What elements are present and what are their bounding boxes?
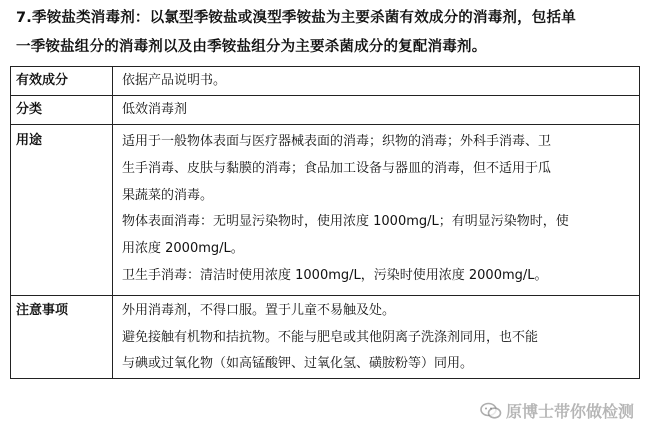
usage-line: 卫生手消毒：清洁时使用浓度 1000mg/L，污染时使用浓度 2000mg/L。 [122,267,548,283]
row-label: 注意事项 [11,295,113,378]
table-row-classification [11,96,640,125]
watermark [480,399,634,422]
table-row-usage [11,125,640,296]
heading-line-2: 一季铵盐组分的消毒剂以及由季铵盐组分为主要杀菌成分的复配消毒剂。 [16,39,487,55]
usage-line: 生手消毒、皮肤与黏膜的消毒；食品加工设备与器皿的消毒，但不适用于瓜 [122,160,552,176]
table-row-active-ingredient [11,67,640,96]
row-label: 用途 [11,125,113,296]
row-content: 依据产品说明书。 [113,67,640,96]
section-heading [16,4,640,62]
usage-line: 果蔬菜的消毒。 [122,187,214,203]
watermark-text: 原博士带你做检测 [505,402,634,421]
disinfectant-info-table [10,66,640,379]
row-label: 分类 [11,96,113,125]
row-content [113,295,640,378]
table-row-precautions [11,295,640,378]
wechat-icon [480,402,502,420]
row-label: 有效成分 [11,67,113,96]
usage-line: 用浓度 2000mg/L。 [122,241,244,257]
heading-line-1: 7.季铵盐类消毒剂：以氯型季铵盐或溴型季铵盐为主要杀菌有效成分的消毒剂，包括单 [16,10,576,26]
precaution-line: 避免接触有机物和拮抗物。不能与肥皂或其他阴离子洗涤剂同用，也不能 [122,329,539,345]
usage-line: 适用于一般物体表面与医疗器械表面的消毒；织物的消毒；外科手消毒、卫 [122,134,552,149]
precaution-line: 外用消毒剂，不得口服。置于儿童不易触及处。 [122,302,396,318]
precaution-line: 与碘或过氧化物（如高锰酸钾、过氧化氢、磺胺粉等）同用。 [122,356,474,372]
usage-line: 物体表面消毒：无明显污染物时，使用浓度 1000mg/L；有明显污染物时，使 [122,214,569,230]
row-content: 低效消毒剂 [113,96,640,125]
row-content [113,125,640,296]
